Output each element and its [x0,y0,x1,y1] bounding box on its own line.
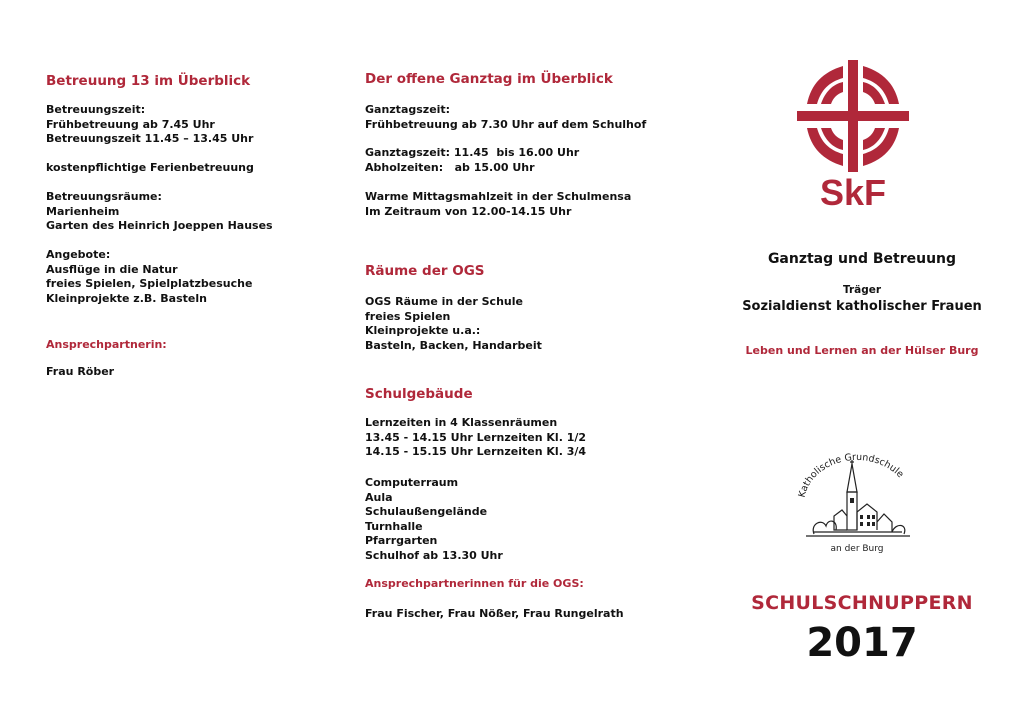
text-line: Garten des Heinrich Joeppen Hauses [46,219,273,232]
text-line: Angebote: [46,248,111,261]
angebote-block [46,248,252,306]
text-line: Warme Mittagsmahlzeit in der Schulmensa [365,190,632,203]
text-line: OGS Räume in der Schule [365,295,523,308]
organization-name: Sozialdienst katholischer Frauen [742,299,982,314]
text-line: freies Spielen [365,309,451,323]
contact-label: Ansprechpartnerin: [46,338,167,351]
text-line: Aula [365,490,393,504]
raeume-heading: Räume der OGS [365,263,485,279]
text-line: Turnhalle [365,519,423,533]
lernzeiten-block [365,416,586,460]
text-line: Kleinprojekte z.B. Basteln [46,291,207,305]
event-year: 2017 [806,620,918,666]
text-line: Frühbetreuung ab 7.45 Uhr [46,117,215,131]
school-logo-icon [792,452,922,557]
ganztag-heading: Der offene Ganztag im Überblick [365,71,613,87]
text-line: Betreuungszeit 11.45 – 13.45 Uhr [46,132,254,145]
text-line: 14.15 - 15.15 Uhr Lernzeiten Kl. 3/4 [365,445,587,458]
text-line: Im Zeitraum von 12.00-14.15 Uhr [365,204,572,218]
abholzeiten-block [365,146,579,175]
ferienbetreuung-block [46,161,254,176]
school-logo-top-text: Katholische Grundschule [796,452,906,499]
text-line: Schulaußengelände [365,505,488,518]
ganztag-title: Ganztag und Betreuung [767,251,957,267]
text-line: Ausflüge in die Natur [46,262,178,276]
traeger-label: Träger [842,284,882,296]
skf-flame-cross-icon [797,60,909,172]
skf-logo-text: SkF [820,172,887,213]
betreuungszeit-block [46,103,253,147]
raeume-block [365,295,542,353]
ogs-contact-label: Ansprechpartnerinnen für die OGS: [365,577,584,590]
motto-line: Leben und Lernen an der Hülser Burg [745,344,979,357]
text-line: 13.45 - 14.15 Uhr Lernzeiten Kl. 1/2 [365,430,587,444]
raeumlichkeiten-block [365,476,503,563]
contact-name: Frau Röber [46,365,115,378]
school-logo-bottom-text: an der Burg [830,544,884,554]
text-line: Marienheim [46,204,120,218]
event-title: SCHULSCHNUPPERN [751,592,973,614]
text-line: Lernzeiten in 4 Klassenräumen [365,416,558,429]
text-line: Betreuungszeit: [46,103,146,116]
text-line: Schulhof ab 13.30 Uhr [365,548,503,562]
text-line: kostenpflichtige Ferienbetreuung [46,161,254,174]
text-line: Abholzeiten: ab 15.00 Uhr [365,160,535,174]
text-line: Ganztagszeit: [365,103,451,116]
text-line: Ganztagszeit: 11.45 bis 16.00 Uhr [365,146,580,159]
text-line: Betreuungsräume: [46,190,162,203]
betreuungsraeume-block [46,190,273,234]
text-line: Pfarrgarten [365,534,438,547]
betreuung-heading: Betreuung 13 im Überblick [46,73,251,89]
text-line: Kleinprojekte u.a.: [365,324,481,337]
schulgebaeude-heading: Schulgebäude [365,386,473,402]
ogs-contact-names: Frau Fischer, Frau Nößer, Frau Rungelrath [365,607,624,620]
text-line: Basteln, Backen, Handarbeit [365,338,542,352]
text-line: Frühbetreuung ab 7.30 Uhr auf dem Schulhof [365,117,647,131]
mittagessen-block [365,190,631,219]
text-line: freies Spielen, Spielplatzbesuche [46,277,253,290]
ganztagszeit-block [365,103,646,132]
text-line: Computerraum [365,476,459,489]
